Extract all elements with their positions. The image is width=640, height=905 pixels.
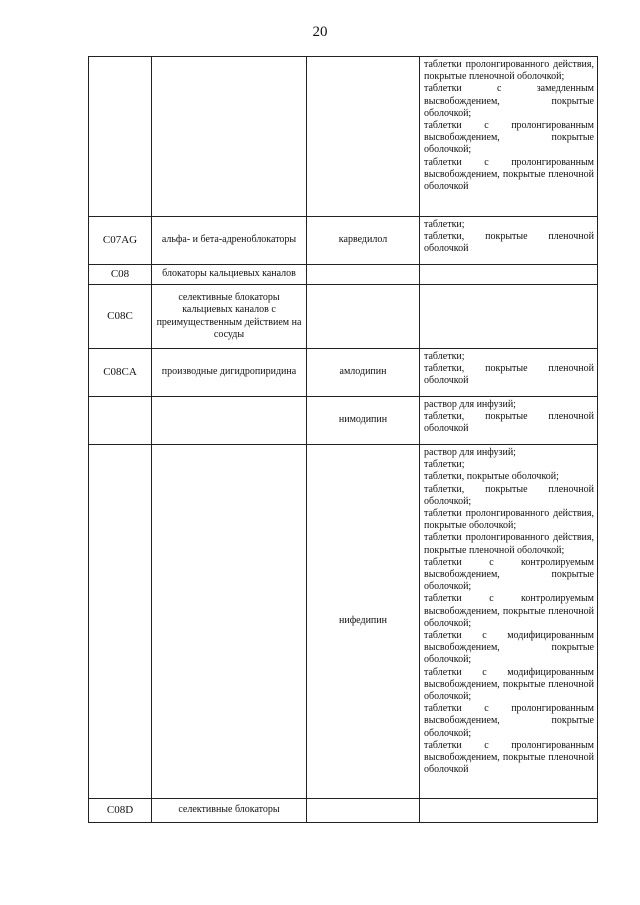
atc-code-cell: C08C bbox=[89, 285, 152, 349]
dosage-form-item: таблетки с пролонгированным высвобождением, покрытые пленочной оболочкой bbox=[424, 739, 594, 776]
page-number: 20 bbox=[312, 24, 328, 40]
atc-code-cell: C08CA bbox=[89, 349, 152, 397]
dosage-forms-cell bbox=[420, 265, 598, 285]
dosage-form-item: таблетки; bbox=[424, 219, 465, 230]
dosage-forms-cell bbox=[420, 799, 598, 823]
table-row bbox=[89, 445, 598, 799]
dosage-form-item: таблетки, покрытые пленочной оболочкой; bbox=[424, 483, 594, 507]
dosage-form-item: таблетки пролонгированного действия, покрытые пленочной оболочкой; bbox=[424, 532, 594, 556]
atc-group-cell: селективные блокаторы кальциевых каналов с преимущественным действием на сосуды bbox=[152, 285, 307, 349]
table-row bbox=[89, 349, 598, 397]
dosage-form-item: таблетки пролонгированного действия, покрытые оболочкой; bbox=[424, 508, 594, 532]
dosage-form-item: таблетки с пролонгированным высвобождением, покрытые оболочкой; bbox=[424, 703, 594, 739]
dosage-form-item: раствор для инфузий; bbox=[424, 399, 516, 410]
atc-group-cell: селективные блокаторы bbox=[152, 799, 307, 823]
dosage-form-item: таблетки с модифицированным высвобождением, покрытые оболочкой; bbox=[424, 630, 594, 666]
table-row bbox=[89, 265, 598, 285]
atc-code-cell: C07AG bbox=[89, 217, 152, 265]
dosage-forms-cell bbox=[420, 349, 598, 397]
drug-name-cell: амлодипин bbox=[307, 349, 420, 397]
table-row bbox=[89, 285, 598, 349]
dosage-form-item: раствор для инфузий; bbox=[424, 447, 516, 458]
dosage-form-item: таблетки пролонгированного действия, покрытые пленочной оболочкой; bbox=[424, 59, 594, 83]
atc-code-cell: C08 bbox=[89, 265, 152, 285]
table-row bbox=[89, 799, 598, 823]
dosage-form-item: таблетки, покрытые пленочной оболочкой bbox=[424, 411, 594, 435]
atc-code-cell bbox=[89, 445, 152, 799]
atc-group-cell: альфа- и бета-адреноблокаторы bbox=[152, 217, 307, 265]
dosage-form-item: таблетки, покрытые пленочной оболочкой bbox=[424, 363, 594, 387]
atc-code-cell bbox=[89, 397, 152, 445]
dosage-form-item: таблетки с модифицированным высвобождением, покрытые пленочной оболочкой; bbox=[424, 666, 594, 703]
dosage-forms-cell bbox=[420, 57, 598, 217]
dosage-forms-cell bbox=[420, 285, 598, 349]
dosage-forms-cell bbox=[420, 217, 598, 265]
drug-name-cell bbox=[307, 285, 420, 349]
dosage-form-item: таблетки, покрытые оболочкой; bbox=[424, 471, 559, 483]
dosage-form-item: таблетки, покрытые пленочной оболочкой bbox=[424, 231, 594, 255]
dosage-form-item: таблетки; bbox=[424, 459, 465, 471]
dosage-form-item: таблетки с контролируемым высвобождением, покрытые пленочной оболочкой; bbox=[424, 593, 594, 629]
table-row bbox=[89, 57, 598, 217]
drug-name-cell bbox=[307, 57, 420, 217]
atc-code-cell: C08D bbox=[89, 799, 152, 823]
drug-name-cell: нифедипин bbox=[307, 445, 420, 799]
atc-group-cell bbox=[152, 445, 307, 799]
dosage-form-item: таблетки с замедленным высвобождением, покрытые оболочкой; bbox=[424, 83, 594, 119]
atc-group-cell: производные дигидропиридина bbox=[152, 349, 307, 397]
atc-group-cell bbox=[152, 57, 307, 217]
dosage-forms-cell bbox=[420, 445, 598, 799]
dosage-form-item: таблетки; bbox=[424, 351, 465, 362]
drug-name-cell bbox=[307, 799, 420, 823]
drug-name-cell bbox=[307, 265, 420, 285]
dosage-form-item: таблетки с контролируемым высвобождением, покрытые оболочкой; bbox=[424, 556, 594, 593]
dosage-form-item: таблетки с пролонгированным высвобождением, покрытые пленочной оболочкой bbox=[424, 156, 594, 193]
drug-name-cell: нимодипин bbox=[307, 397, 420, 445]
drug-table bbox=[88, 56, 598, 823]
drug-name-cell: карведилол bbox=[307, 217, 420, 265]
drug-table-body bbox=[89, 57, 598, 823]
atc-group-cell: блокаторы кальциевых каналов bbox=[152, 265, 307, 285]
table-row bbox=[89, 217, 598, 265]
atc-code-cell bbox=[89, 57, 152, 217]
table-row bbox=[89, 397, 598, 445]
atc-group-cell bbox=[152, 397, 307, 445]
dosage-form-item: таблетки с пролонгированным высвобождением, покрытые оболочкой; bbox=[424, 120, 594, 156]
dosage-forms-cell bbox=[420, 397, 598, 445]
